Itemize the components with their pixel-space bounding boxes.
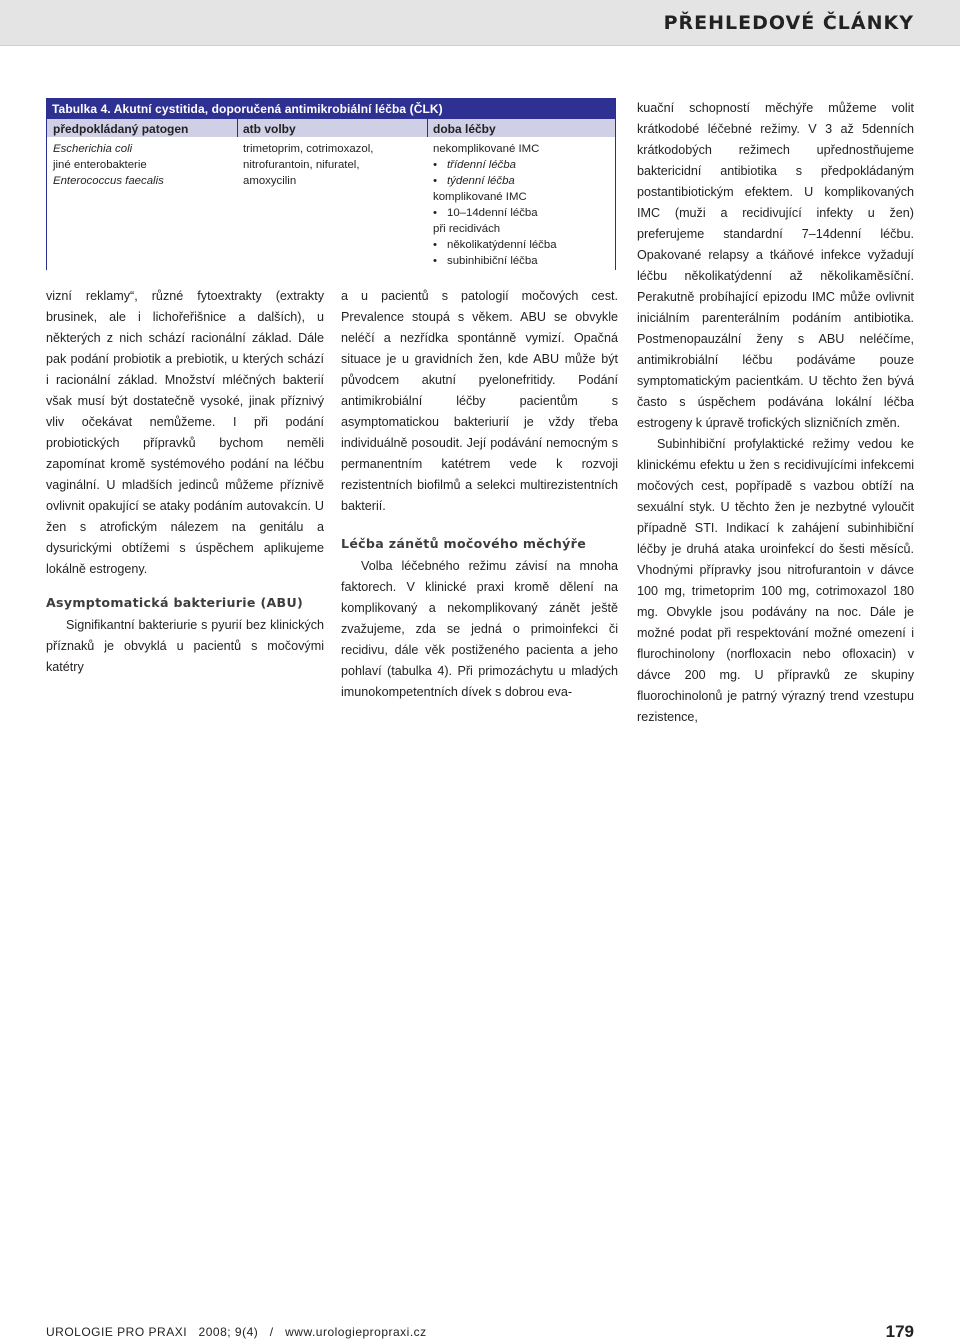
table-cell-duration bbox=[433, 141, 557, 269]
body-paragraph: Signifikantní bakteriurie s pyurií bez klinických příznaků je obvyklá u pacientů s močovými katétry bbox=[46, 618, 324, 674]
text-column-2 bbox=[341, 286, 618, 703]
table-body bbox=[47, 137, 615, 270]
page-number: 179 bbox=[885, 1322, 914, 1341]
body-paragraph: vizní reklamy“, různé fytoextrakty (extrakty brusinek, ale i lichořeřišnice a dalších), u některých z nich schází racionální základ. Dále pak podání probiotik a prebiotik, u kterých schází i racionální základ. Množství mléčných bakterií však musí být dostatečně vysoké, jinak příznivý vliv očekávat nemůžeme. I při podání probiotických přípravků bychom neměli zapomínat kromě systémového podání na léčbu vaginální. U mladších jedinců můžeme příznivě ovlivnit opakující se ataky podáním autovakcín. U žen s atrofickým nálezem na genitálu a dysurickými obtížemi s úspěchem aplikujeme lokálně estrogeny. bbox=[46, 289, 324, 576]
duration-group-label: komplikované IMC bbox=[433, 191, 527, 203]
pathogen-item: jiné enterobakterie bbox=[53, 159, 147, 171]
duration-group-label: nekomplikované IMC bbox=[433, 143, 540, 155]
duration-item: • několikatýdenní léčba bbox=[433, 237, 557, 253]
body-paragraph: Volba léčebného režimu závisí na mnoha faktorech. V klinické praxi kromě dělení na komplikovaný a nekomplikovaný zánět ještě zvažujeme, zda se jedná o primoinfekci či recidivu, dále věk postiženého pacienta a jeho pohlaví (tabulka 4). Při primozáchytu u mladých imunokompetentních dívek s dobrou eva- bbox=[341, 559, 618, 699]
body-paragraph: kuační schopností měchýře můžeme volit krátkodobé léčebné režimy. V 3 až 5denních krátkodobých režimech upřednostňujeme baktericidní antibiotika s předpokládaným postantibiotickým efektem. U komplikovaných IMC (muži a recidivující infekty u žen) preferujeme standardní 7–14denní léčbu. Opakované relapsy a tkáňové infekce vyžadují léčbu několikatýdenní až několikaměsíční. Perakutně probíhající epizodu IMC může ovlivnit iniciálním parenterálním podáním antibiotika. Postmenopauzální ženy s ABU neléčíme, antimikrobiální léčbu podáváme pouze symptomatickým pacientkám. U těchto žen bývá často s úspěchem podávána lokální léčba estrogeny k úpravě trofických slizničních změn. bbox=[637, 101, 914, 430]
pathogen-item: Escherichia coli bbox=[53, 143, 133, 155]
duration-group-label: při recidivách bbox=[433, 223, 501, 235]
journal-issue: 2008; 9(4) bbox=[198, 1325, 259, 1339]
body-paragraph: Subinhibiční profylaktické režimy vedou ke klinickému efektu u žen s recidivujícími infekcemi močových cest, popřípadě s vazbou obtíží na sexuální styk. U těchto žen je nezbytné vyloučit případně STI. Indikací k zahájení subinhibiční léčby je druhá ataka uroinfekcí do šesti měsíců. Vhodnými přípravky jsou nitrofurantoin v dávce 100 mg, trimetoprim 100 mg, cotrimoxazol 180 mg. Obvykle jsou podávány na noc. Dále je možné podat při respektování možné omezení i flurochinolony (norfloxacin nebo ofloxacin) v dávce 200 mg. U přípravků ze skupiny fluorochinolonů je patrný výrazný trend vzestupu rezistence, bbox=[637, 437, 914, 724]
antibiotic-item: trimetoprim, cotrimoxazol, bbox=[243, 143, 374, 155]
body-paragraph: a u pacientů s patologií močových cest. Prevalence stoupá s věkem. ABU se obvykle neléčí a nezřídka spontánně vymizí. Opačná situace je u gravidních žen, kde ABU může být původcem akutní pyelonefritidy. Podání antimikrobiální léčby pacientům s asymptomatickou bakteriurií je vždy třeba individuálně posoudit. Její podávání nemocným s permanentním katétrem vede k rozvoji rezistentních biofilmů a selekci multirezistentních bakterií. bbox=[341, 289, 618, 513]
table-header-antibiotic: atb volby bbox=[243, 122, 296, 136]
pathogen-item: Enterococcus faecalis bbox=[53, 175, 164, 187]
table-header-pathogen: předpokládaný patogen bbox=[53, 122, 189, 136]
text-column-3 bbox=[637, 98, 914, 728]
section-heading-abu: Asymptomatická bakteriurie (ABU) bbox=[46, 595, 304, 610]
journal-website[interactable]: www.urologiepropraxi.cz bbox=[285, 1325, 427, 1339]
text-column-1 bbox=[46, 286, 324, 678]
table-cell-antibiotics bbox=[243, 141, 373, 189]
table-caption: Tabulka 4. Akutní cystitida, doporučená antimikrobiální léčba (ČLK) bbox=[47, 99, 615, 119]
page-footer bbox=[46, 1322, 914, 1344]
duration-item: • třídenní léčba bbox=[433, 157, 557, 173]
journal-name: UROLOGIE PRO PRAXI bbox=[46, 1325, 188, 1339]
duration-item: • subinhibiční léčba bbox=[433, 253, 557, 269]
table-header-duration: doba léčby bbox=[433, 122, 496, 136]
section-header-bar bbox=[0, 0, 960, 46]
antibiotic-table bbox=[46, 98, 616, 270]
antibiotic-item: amoxycilin bbox=[243, 175, 297, 187]
section-heading-treatment: Léčba zánětů močového měchýře bbox=[341, 536, 587, 551]
duration-item: • 10–14denní léčba bbox=[433, 205, 557, 221]
section-title: PŘEHLEDOVÉ ČLÁNKY bbox=[663, 12, 914, 34]
footer-separator: / bbox=[269, 1325, 274, 1339]
table-header-row bbox=[47, 119, 615, 137]
table-cell-pathogens bbox=[53, 141, 164, 189]
footer-citation bbox=[46, 1325, 427, 1339]
antibiotic-item: nitrofurantoin, nifuratel, bbox=[243, 159, 360, 171]
duration-item: • týdenní léčba bbox=[433, 173, 557, 189]
